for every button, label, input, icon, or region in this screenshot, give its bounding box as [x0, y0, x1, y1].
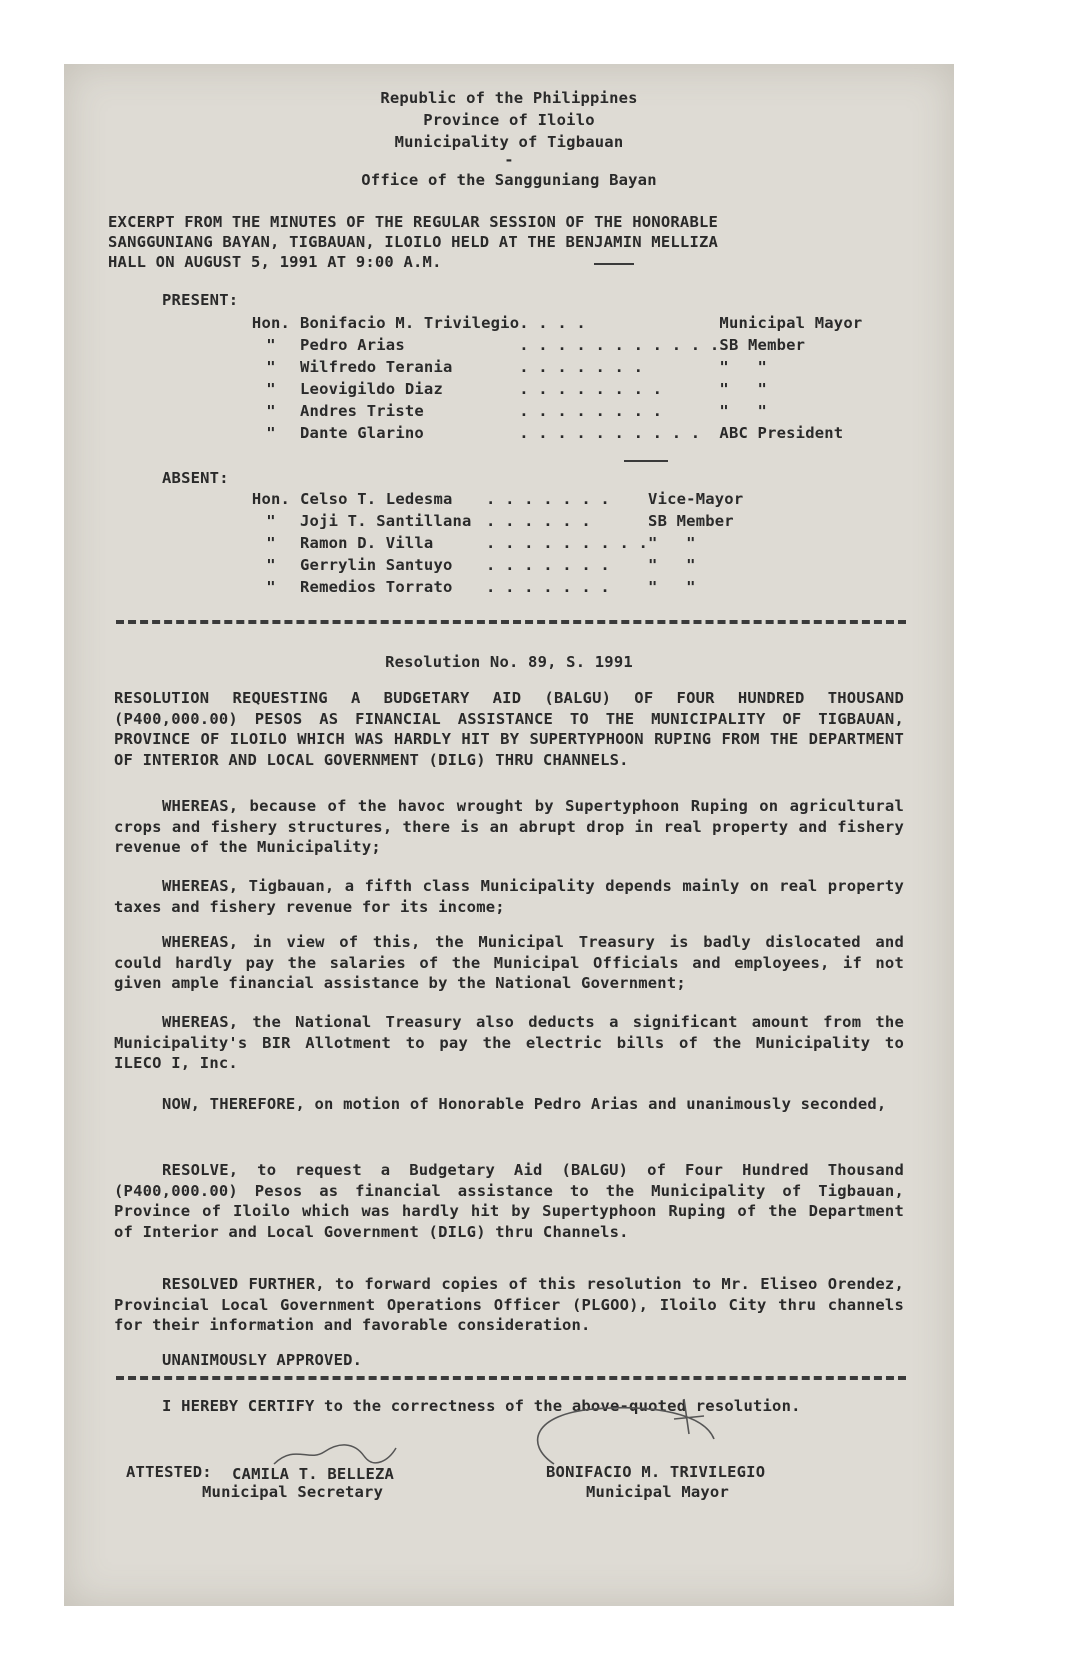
- absent-label: ABSENT:: [162, 469, 229, 487]
- present-position: SB Member: [719, 336, 806, 354]
- absent-position: SB Member: [648, 512, 734, 530]
- present-dots: . . . . . . . .: [519, 402, 663, 420]
- header-province: Province of Iloilo: [423, 111, 595, 129]
- absent-title: ": [266, 556, 276, 574]
- present-title: ": [266, 380, 276, 398]
- secretary-title: Municipal Secretary: [202, 1483, 384, 1501]
- office-title: Office of the Sangguniang Bayan: [361, 171, 657, 189]
- certification: I HEREBY CERTIFY to the correctness of the above-quoted resolution.: [162, 1397, 801, 1415]
- present-name: Dante Glarino: [300, 424, 424, 442]
- present-row: [242, 422, 862, 444]
- now-therefore: NOW, THEREFORE, on motion of Honorable Pedro Arias and unanimously seconded,: [162, 1095, 887, 1113]
- present-position: " ": [719, 380, 768, 398]
- absent-dots: . . . . . .: [486, 512, 591, 530]
- header-dash: -: [504, 151, 514, 169]
- absent-title: Hon.: [251, 490, 291, 508]
- resolved-further: RESOLVED FURTHER, to forward copies of this resolution to Mr. Eliseo Orendez, Provincial Local Government Operations Officer (PLGOO), Iloilo City thru channels for their information and favorable consideration.: [114, 1275, 904, 1334]
- absent-dots: . . . . . . .: [486, 490, 610, 508]
- present-dots: . . . . . . . . . .: [519, 424, 701, 442]
- whereas-2: WHEREAS, Tigbauan, a fifth class Municipality depends mainly on real property taxes and fishery revenue for its income;: [114, 877, 904, 916]
- present-dots: . . . . . . . .: [519, 380, 663, 398]
- resolve-paragraph: RESOLVE, to request a Budgetary Aid (BALGU) of Four Hundred Thousand (P400,000.00) Pesos as financial assistance to the Municipality of Tigbauan, Province of Iloilo which was hardly hit by Supertyphoon Ruping of the Department of Interior and Local Government (DILG) thru Channels.: [114, 1161, 904, 1241]
- absent-row: [242, 488, 743, 510]
- whereas-3: WHEREAS, in view of this, the Municipal Treasury is badly dislocated and could hardly pay the salaries of the Municipal Officials and employees, if not given ample financial assistance by the National Government;: [114, 933, 904, 992]
- excerpt-rule: [594, 263, 634, 265]
- resolution-document: [64, 64, 954, 1606]
- present-row: [242, 312, 862, 334]
- document-sheet: [64, 64, 954, 1606]
- absent-position: " ": [648, 578, 696, 596]
- attested-label: ATTESTED:: [126, 1463, 212, 1481]
- absent-position: " ": [648, 556, 696, 574]
- excerpt-line-1: EXCERPT FROM THE MINUTES OF THE REGULAR SESSION OF THE HONORABLE: [108, 213, 719, 231]
- present-title: Hon.: [251, 314, 291, 332]
- absent-title: ": [266, 578, 276, 596]
- excerpt-line-2: SANGGUNIANG BAYAN, TIGBAUAN, ILOILO HELD AT THE BENJAMIN MELLIZA: [108, 233, 719, 251]
- absent-row: [242, 510, 743, 532]
- absent-name: Joji T. Santillana: [300, 512, 472, 530]
- absent-title: ": [266, 534, 276, 552]
- present-dots: . . . . . . . . . . .: [519, 336, 720, 354]
- absent-row: [242, 532, 743, 554]
- present-rule: [624, 460, 668, 462]
- mayor-name: BONIFACIO M. TRIVILEGIO: [546, 1463, 766, 1481]
- present-name: Pedro Arias: [300, 336, 405, 354]
- absent-position: " ": [648, 534, 696, 552]
- present-position: ABC President: [719, 424, 844, 442]
- absent-title: ": [266, 512, 276, 530]
- present-label: PRESENT:: [162, 291, 239, 309]
- present-name: Wilfredo Terania: [300, 358, 453, 376]
- header-municipality: Municipality of Tigbauan: [394, 133, 624, 151]
- dashed-separator-top: [116, 620, 906, 624]
- present-title: ": [266, 424, 276, 442]
- present-name: Andres Triste: [300, 402, 424, 420]
- present-title: ": [266, 358, 276, 376]
- present-dots: . . . . . . .: [519, 358, 644, 376]
- absent-name: Remedios Torrato: [300, 578, 453, 596]
- present-roster: [242, 312, 862, 444]
- absent-roster: [242, 488, 743, 598]
- absent-dots: . . . . . . . . .: [486, 534, 649, 552]
- absent-name: Ramon D. Villa: [300, 534, 434, 552]
- present-title: ": [266, 402, 276, 420]
- whereas-1: WHEREAS, because of the havoc wrought by Supertyphoon Ruping on agricultural crops and fishery structures, there is an abrupt drop in real property and fishery revenue of the Municipality;: [114, 797, 904, 856]
- whereas-4: WHEREAS, the National Treasury also deducts a significant amount from the Municipality's BIR Allotment to pay the electric bills of the Municipality to ILECO I, Inc.: [114, 1013, 904, 1072]
- absent-dots: . . . . . . .: [486, 578, 610, 596]
- header-republic: Republic of the Philippines: [380, 89, 638, 107]
- present-row: [242, 378, 862, 400]
- absent-name: Celso T. Ledesma: [300, 490, 453, 508]
- present-row: [242, 334, 862, 356]
- mayor-title: Municipal Mayor: [586, 1483, 729, 1501]
- absent-position: Vice-Mayor: [648, 490, 744, 508]
- present-name: Bonifacio M. Trivilegio: [300, 314, 520, 332]
- present-row: [242, 356, 862, 378]
- resolution-number: Resolution No. 89, S. 1991: [385, 653, 633, 671]
- present-dots: . . . .: [519, 314, 586, 332]
- absent-row: [242, 554, 743, 576]
- absent-row: [242, 576, 743, 598]
- present-name: Leovigildo Diaz: [300, 380, 443, 398]
- unanimously-approved: UNANIMOUSLY APPROVED.: [162, 1351, 363, 1369]
- resolution-title: RESOLUTION REQUESTING A BUDGETARY AID (BALGU) OF FOUR HUNDRED THOUSAND (P400,000.00) PESOS AS FINANCIAL ASSISTANCE TO THE MUNICIPALITY OF TIGBAUAN, PROVINCE OF ILOILO WHICH WAS HARDLY HIT BY SUPERTYPHOON RUPING FROM THE DEPARTMENT OF INTERIOR AND LOCAL GOVERNMENT (DILG) THRU CHANNELS.: [114, 689, 904, 769]
- present-position: " ": [719, 358, 768, 376]
- absent-dots: . . . . . . .: [486, 556, 610, 574]
- secretary-name: CAMILA T. BELLEZA: [232, 1465, 395, 1483]
- absent-name: Gerrylin Santuyo: [300, 556, 453, 574]
- present-title: ": [266, 336, 276, 354]
- present-position: Municipal Mayor: [719, 314, 863, 332]
- dashed-separator-bottom: [116, 1376, 906, 1380]
- present-position: " ": [719, 402, 768, 420]
- present-row: [242, 400, 862, 422]
- excerpt-line-3: HALL ON AUGUST 5, 1991 AT 9:00 A.M.: [108, 253, 442, 271]
